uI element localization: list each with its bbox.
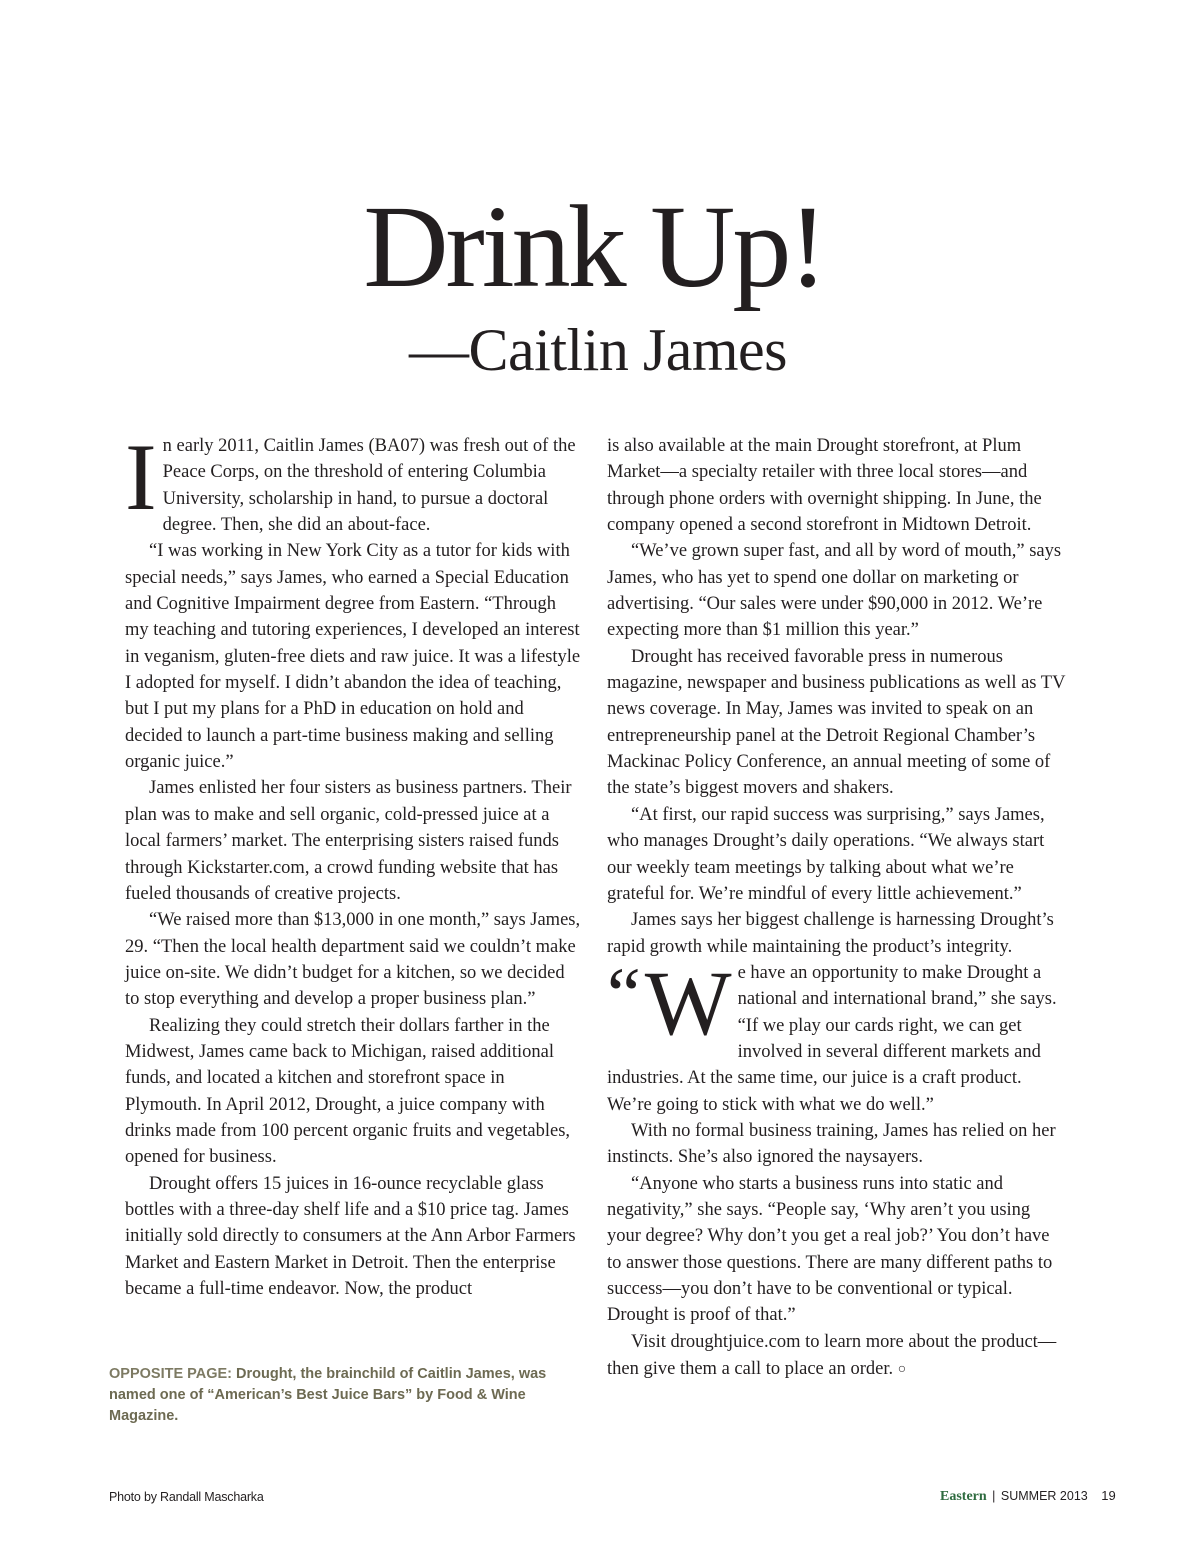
- body-paragraph: “Anyone who starts a business runs into static and negativity,” she says. “People say, ‘Why aren’t you using your degree? Why don’t you get a real job?’ You don’t have to answer those questions. There are many different paths to success—you don’t have to be conventional or typical. Drought is proof of that.”: [607, 1173, 1053, 1326]
- caption-label: OPPOSITE PAGE:: [109, 1366, 233, 1382]
- article-title: Drink Up!: [363, 181, 825, 312]
- paragraph-text: n early 2011, Caitlin James (BA07) was fresh out of the Peace Corps, on the threshold of entering Columbia University, scholarship in hand, to pursue a doctoral degree. Then, she did an about-face.: [162, 436, 576, 536]
- body-paragraph: “We’ve grown super fast, and all by word of mouth,” says James, who has yet to spend one dollar on marketing or advertising. “Our sales were under $90,000 in 2012. We’re expecting more than $1 million this year.”: [607, 541, 1062, 641]
- body-paragraph: [607, 1329, 1067, 1383]
- paragraph-text: e have an opportunity to make Drought a national and international brand,” she says. “If we play our cards right, we can get involved in several different markets and industries. At the same time, our juice is a craft product. We’re going to stick with what we do well.”: [607, 962, 1057, 1115]
- photo-caption: [109, 1364, 589, 1427]
- end-mark-icon: ○: [897, 1360, 907, 1377]
- body-column-right: [607, 433, 1067, 1382]
- publication-name: Eastern: [940, 1489, 987, 1504]
- body-paragraph: Drought has received favorable press in numerous magazine, newspaper and business publications as well as TV news coverage. In May, James was invited to speak on an entrepreneurship panel at the Detroit Regional Chamber’s Mackinac Policy Conference, an annual meeting of some of the state’s biggest movers and shakers.: [607, 646, 1066, 799]
- body-paragraph: [125, 424, 583, 538]
- body-paragraph: “I was working in New York City as a tutor for kids with special needs,” says James, who earned a Special Education and Cognitive Impairment degree from Eastern. “Through my teaching and tutoring experiences, I developed an interest in veganism, gluten-free diets and raw juice. It was a lifestyle I adopted for myself. I didn’t abandon the idea of teaching, but I put my plans for a PhD in education on hold and decided to launch a part-time business making and selling organic juice.”: [125, 541, 581, 773]
- quote-paragraph: [607, 951, 1067, 1118]
- footer-separator: |: [992, 1489, 996, 1503]
- open-quote-mark: “: [607, 952, 641, 1037]
- drop-cap: I: [125, 424, 157, 530]
- body-paragraph: “We raised more than $13,000 in one month,” says James, 29. “Then the local health department said we couldn’t make juice on-site. We didn’t budget for a kitchen, so we decided to stop everything and develop a proper business plan.”: [125, 910, 581, 1010]
- photo-credit: Photo by Randall Mascharka: [109, 1490, 264, 1504]
- paragraph-text: Visit droughtjuice.com to learn more about the product—then give them a call to place an order.: [607, 1331, 1057, 1380]
- body-paragraph: “At first, our rapid success was surprising,” says James, who manages Drought’s daily operations. “We always start our weekly team meetings by talking about what we’re grateful for. We’re mindful of every little achievement.”: [607, 804, 1045, 904]
- body-paragraph: James says her biggest challenge is harnessing Drought’s rapid growth while maintaining the product’s integrity.: [607, 910, 1054, 957]
- body-paragraph: With no formal business training, James has relied on her instincts. She’s also ignored the naysayers.: [607, 1120, 1056, 1168]
- body-paragraph: Drought offers 15 juices in 16-ounce recyclable glass bottles with a three-day shelf life and a $10 price tag. James initially sold directly to consumers at the Ann Arbor Farmers Market and Eastern Market in Detroit. Then the enterprise became a full-time endeavor. Now, the product: [125, 1173, 576, 1299]
- article-byline: —Caitlin James: [409, 317, 787, 383]
- drop-cap: W: [644, 951, 732, 1054]
- page-number: 19: [1101, 1488, 1116, 1503]
- body-paragraph: is also available at the main Drought storefront, at Plum Market—a specialty retailer with three local stores—and through phone orders with overnight shipping. In June, the company opened a second storefront in Midtown Detroit.: [607, 436, 1042, 536]
- body-column-left: [125, 424, 583, 1302]
- page-footer: [940, 1488, 1116, 1505]
- body-paragraph: Realizing they could stretch their dollars farther in the Midwest, James came back to Michigan, raised additional funds, and located a kitchen and storefront space in Plymouth. In April 2012, Drought, a juice company with drinks made from 100 percent organic fruits and vegetables, opened for business.: [125, 1015, 571, 1168]
- issue-date: SUMMER 2013: [1000, 1489, 1088, 1503]
- caption-text: Drought, the brainchild of Caitlin James, was named one of “American’s Best Juice Bars” by Food & Wine Magazine.: [109, 1366, 547, 1424]
- body-paragraph: James enlisted her four sisters as business partners. Their plan was to make and sell organic, cold-pressed juice at a local farmers’ market. The enterprising sisters raised funds through Kickstarter.com, a crowd funding website that has fueled thousands of creative projects.: [125, 778, 572, 904]
